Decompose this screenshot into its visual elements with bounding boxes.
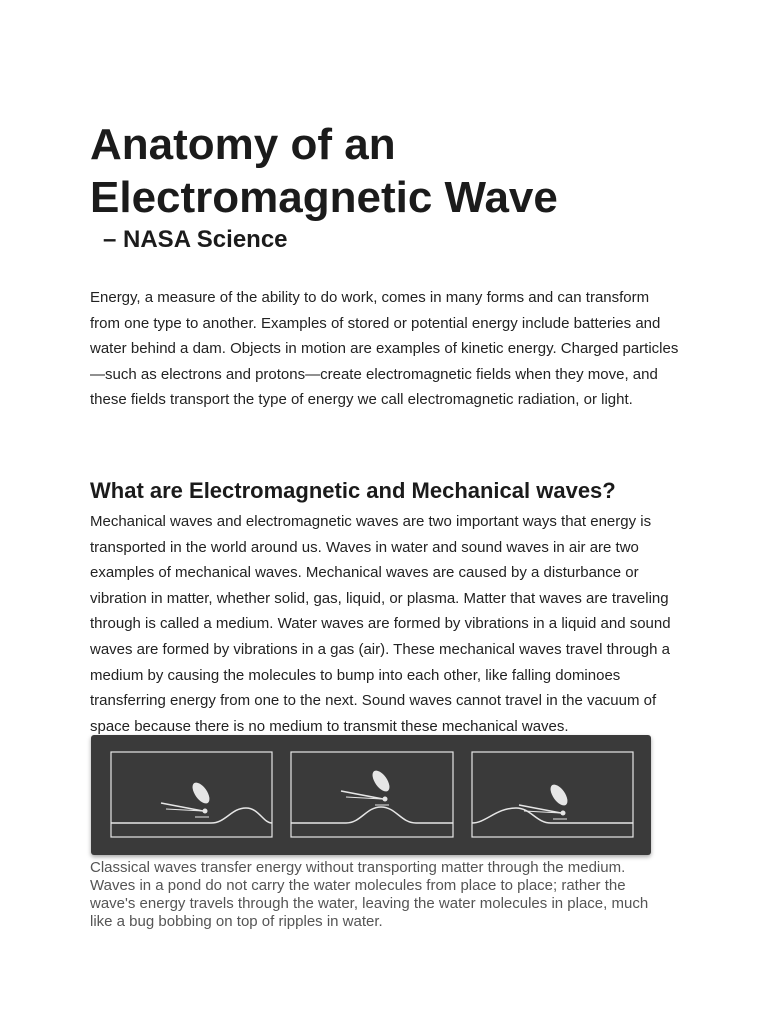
page-title-line-1: Anatomy of an xyxy=(90,120,396,169)
wave-panel-1 xyxy=(111,752,272,837)
intro-paragraph: Energy, a measure of the ability to do work, comes in many forms and can transform from one type to another. Examples of stored or potential energy include batteries and water behind a dam. Objects in motion are examples of kinetic energy. Charged particles—such as electrons and protons—create electromagnetic fields when they move, and these fields transport the type of energy we call electromagnetic radiation, or light. xyxy=(90,289,679,409)
page-subtitle: – NASA Science xyxy=(103,226,288,253)
wave-panel-3 xyxy=(472,752,633,837)
wave-panels-svg xyxy=(91,735,651,855)
dragonfly-icon xyxy=(341,768,393,805)
wave-panel-2 xyxy=(291,752,453,837)
page-title xyxy=(90,118,690,224)
page-title-line-2: Electromagnetic Wave xyxy=(90,173,558,222)
dragonfly-icon xyxy=(161,780,213,817)
section-paragraph: Mechanical waves and electromagnetic waves are two important ways that energy is transported in the world around us. Waves in water and sound waves in air are two examples of mechanical waves. Mechanical waves are caused by a disturbance or vibration in matter, whether solid, gas, liquid, or plasma. Matter that waves are traveling through is called a medium. Water waves are formed by vibrations in a liquid and sound waves are formed by vibrations in a gas (air). These mechanical waves travel through a medium by causing the molecules to bump into each other, like falling dominoes transferring energy from one to the next. Sound waves cannot travel in the vacuum of space because there is no medium to transmit these mechanical waves. xyxy=(90,513,671,735)
figure-caption: Classical waves transfer energy without transporting matter through the medium. Waves in a pond do not carry the water molecules from place to place; rather the wave's energy travels through the water, leaving the water molecules in place, much like a bug bobbing on top of ripples in water. xyxy=(90,859,649,930)
section-heading: What are Electromagnetic and Mechanical waves? xyxy=(90,478,616,503)
wave-illustration xyxy=(91,735,651,855)
dragonfly-icon xyxy=(519,782,571,819)
